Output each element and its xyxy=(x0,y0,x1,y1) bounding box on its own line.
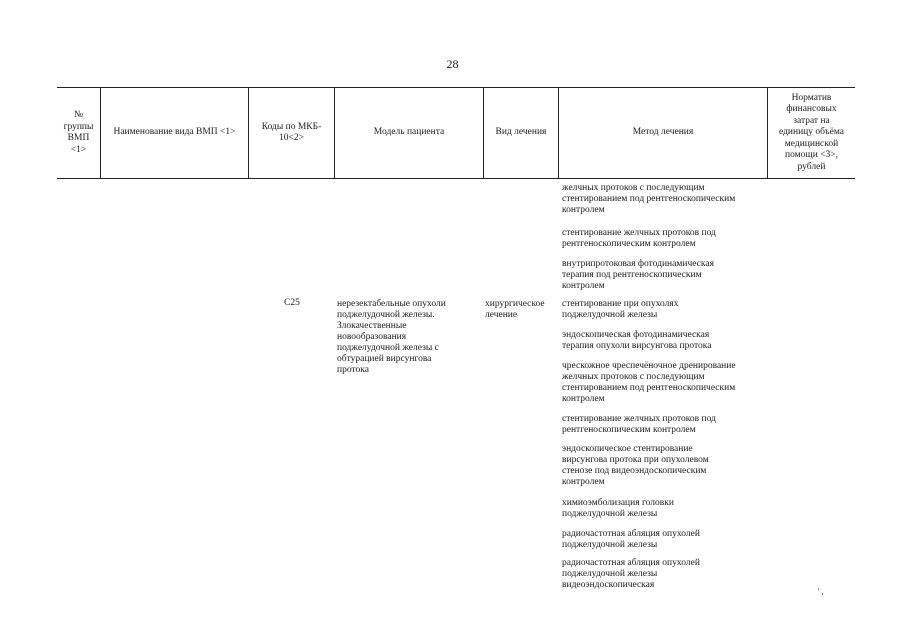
header-vmp-name: Наименование вида ВМП <1> xyxy=(113,127,236,138)
header-treatment-type: Вид лечения xyxy=(495,127,547,138)
method-item: чрескожное чреспечёночное дренирование желчных протоков с последующим стентированием под рентгеноскопическим контролем xyxy=(562,361,736,404)
method-item: стентирование при опухолях поджелудочной железы xyxy=(562,299,679,320)
method-item: эндоскопическое стентирование вирсунгова протока при опухолевом стенозе под видеоэндоскопическим контролем xyxy=(562,444,709,487)
method-item-continued: внутрипротоковая фотодинамическая терапия под рентгеноскопическим контролем xyxy=(562,259,714,291)
header-mkb-codes: Коды по МКБ- 10<2> xyxy=(261,121,322,143)
patient-model-cell: нерезектабельные опухоли поджелудочной железы. Злокачественные новообразования поджелудочной железы с обтурацией вирсунгова протока xyxy=(337,299,446,375)
page-number: 28 xyxy=(446,57,459,71)
table-header-bottom-border xyxy=(57,178,855,179)
corner-marks: ' , xyxy=(818,587,824,596)
treatment-type-cell: хирургическое лечение xyxy=(485,299,545,320)
method-item: радиочастотная абляция опухолей поджелудочной железы xyxy=(562,529,700,550)
method-item: радиочастотная абляция опухолей поджелудочной железы видеоэндоскопическая xyxy=(562,558,700,590)
method-item: стентирование желчных протоков под рентгеноскопическим контролем xyxy=(562,414,716,435)
header-financial-norm: Норматив финансовых затрат на единицу объёма медицинской помощи <3>, рублей xyxy=(778,92,845,172)
method-item-continued: желчных протоков с последующим стентированием под рентгеноскопическим контролем xyxy=(562,183,736,215)
header-patient-model: Модель пациента xyxy=(373,127,445,138)
header-treatment-method: Метод лечения xyxy=(632,127,694,138)
method-item: химиоэмболизация головки поджелудочной железы xyxy=(562,498,674,519)
method-item-continued: стентирование желчных протоков под рентгеноскопическим контролем xyxy=(562,228,716,249)
method-item: эндоскопическая фотодинамическая терапия опухоли вирсунгова протока xyxy=(562,330,712,351)
header-group-number: № группы ВМП <1> xyxy=(63,110,94,155)
mkb-code-cell: C25 xyxy=(284,298,300,308)
